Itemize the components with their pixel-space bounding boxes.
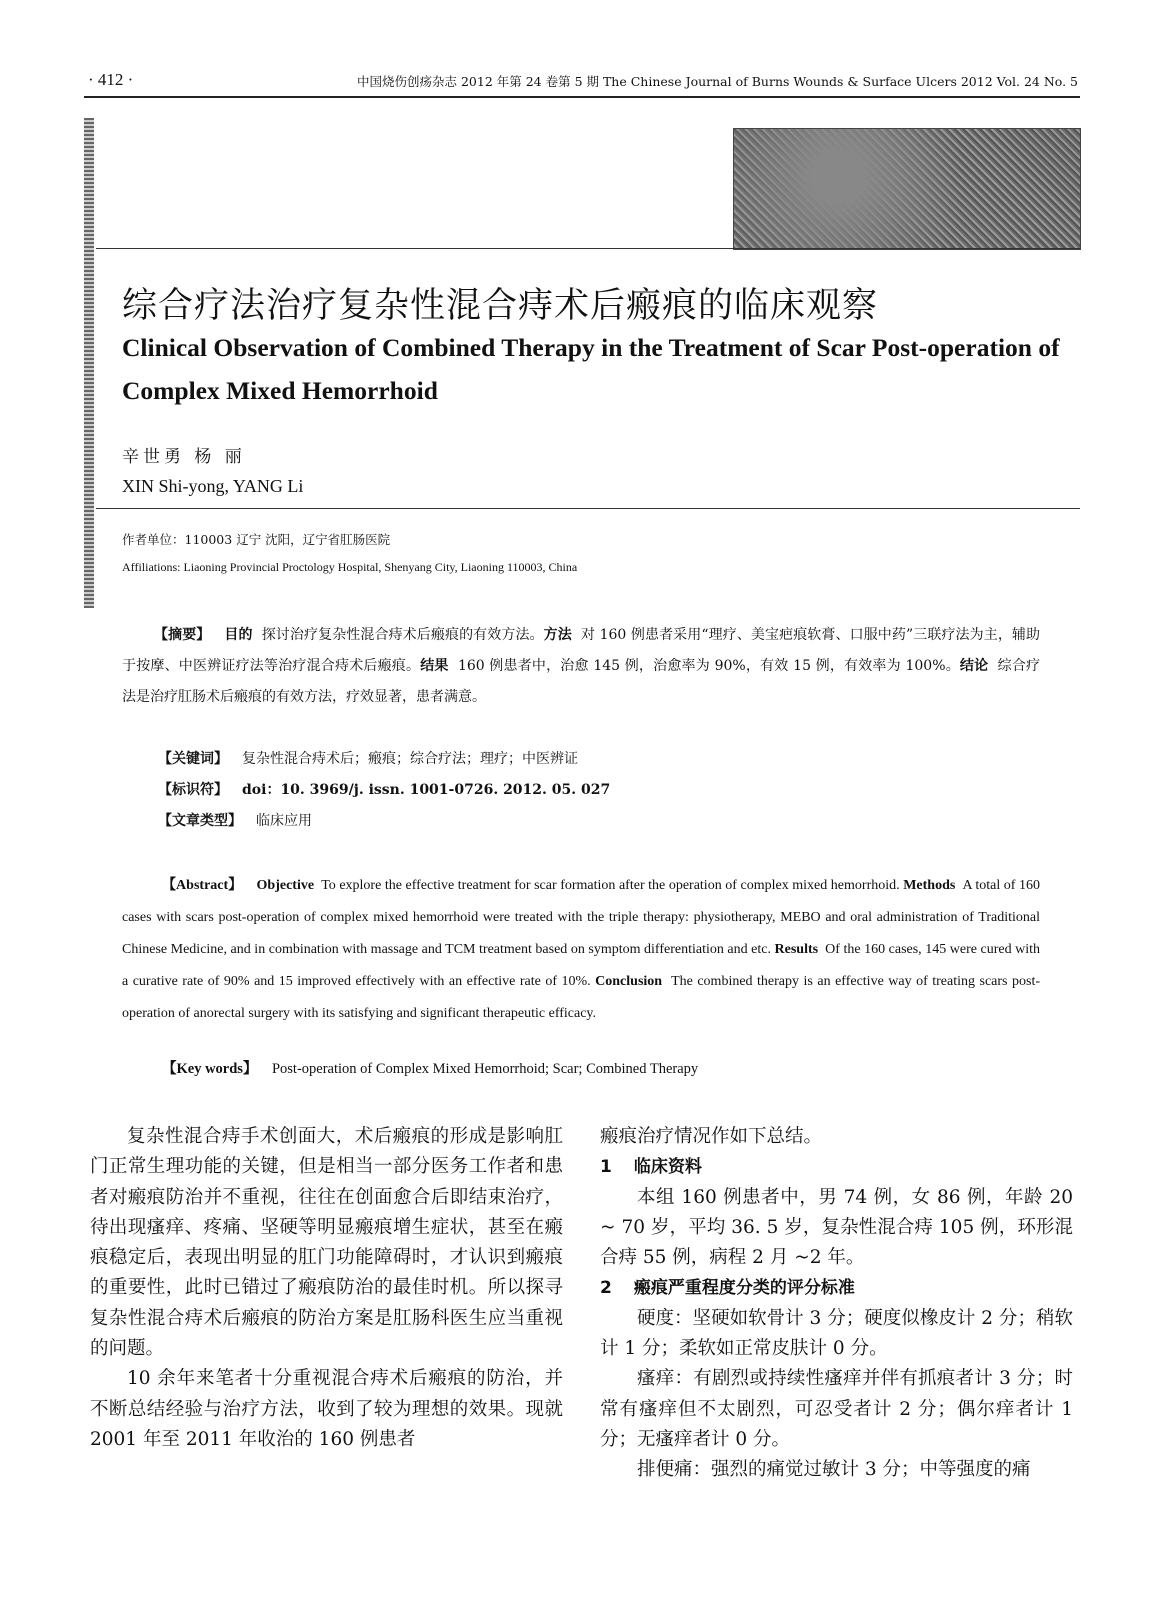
- keywords-row: [158, 744, 610, 775]
- abstract-label: 【摘要】: [154, 627, 211, 643]
- article-type-label: 【文章类型】: [158, 813, 242, 829]
- header-rule: [84, 96, 1080, 98]
- section-heading-2: [600, 1273, 1073, 1303]
- conclusion-label: 结论: [959, 658, 989, 674]
- keywords-block-chinese: [158, 744, 610, 837]
- body-paragraph: 10 余年来笔者十分重视混合痔术后瘢痕的防治，并不断总结经验与治疗方法，收到了较为理想的效果。现就 2001 年至 2011 年收治的 160 例患者: [90, 1368, 563, 1450]
- section-number: 2: [600, 1278, 612, 1299]
- running-header: [88, 70, 1078, 94]
- authors-rule: [96, 508, 1080, 509]
- methods-en-text: A total of 160 cases with scars post-operation of complex mixed hemorrhoid were treated with the triple therapy: physiotherapy, MEBO and oral administration of Traditional Chinese Medicine, and in combination with massage and TCM treatment based on symptom differentiation and etc.: [122, 878, 1041, 957]
- results-en-label: Results: [774, 942, 819, 957]
- article-type-row: [158, 806, 610, 837]
- objective-en-label: Objective: [256, 878, 315, 893]
- conclusion-en-text: The combined therapy is an effective way of treating scars post-operation of anorectal surgery with its satisfying and significant therapeutic efficacy.: [122, 974, 1040, 1021]
- objective-text: 探讨治疗复杂性混合痔术后瘢痕的有效方法。: [261, 627, 544, 643]
- section-heading-1: [600, 1152, 1073, 1182]
- body-paragraph: 瘢痕治疗情况作如下总结。: [600, 1126, 823, 1147]
- identifier-label: 【标识符】: [158, 782, 228, 798]
- affiliation-english: Affiliations: Liaoning Provincial Proctology Hospital, Shenyang City, Liaoning 110003, China: [122, 560, 578, 574]
- keywords-en-text: Post-operation of Complex Mixed Hemorrhoid; Scar; Combined Therapy: [271, 1061, 699, 1077]
- body-column-right: [600, 1122, 1073, 1486]
- keywords-english: [162, 1057, 698, 1078]
- body-column-left: [90, 1122, 563, 1455]
- conclusion-text: 综合疗法是治疗肛肠术后瘢痕的有效方法，疗效显著，患者满意。: [122, 658, 1041, 705]
- methods-label: 方法: [543, 627, 572, 643]
- body-paragraph: 硬度：坚硬如软骨计 3 分；硬度似橡皮计 2 分；稍软计 1 分；柔软如正常皮肤计 0 分。: [600, 1307, 1073, 1360]
- objective-en-text: To explore the effective treatment for scar formation after the operation of complex mixed hemorrhoid.: [321, 878, 900, 893]
- keywords-label: 【关键词】: [158, 751, 228, 767]
- section-number: 1: [600, 1157, 612, 1178]
- doi-text: doi：10. 3969/j. issn. 1001-0726. 2012. 05. 027: [242, 782, 611, 798]
- abstract-en-label: 【Abstract】: [162, 878, 243, 893]
- abstract-chinese: [122, 620, 1040, 713]
- body-paragraph: 排便痛：强烈的痛觉过敏计 3 分；中等强度的痛: [637, 1459, 1031, 1481]
- methods-en-label: Methods: [903, 878, 956, 893]
- methods-text: 对 160 例患者采用“理疗、美宝疤痕软膏、口服中药”三联疗法为主，辅助于按摩、中医辨证疗法等治疗混合痔术后瘢痕。: [122, 627, 1041, 674]
- abstract-english: [122, 870, 1040, 1030]
- title-english: Clinical Observation of Combined Therapy in the Treatment of Scar Post-operation of Complex Mixed Hemorrhoid: [122, 333, 1060, 405]
- body-paragraph: 本组 160 例患者中，男 74 例，女 86 例，年龄 20 ~ 70 岁，平均 36. 5 岁，复杂性混合痔 105 例，环形混合痔 55 例，病程 2 月 ~2 年。: [600, 1186, 1073, 1269]
- objective-label: 目的: [224, 627, 253, 643]
- decorative-banner-image: [733, 128, 1081, 250]
- identifier-row: [158, 775, 610, 806]
- keywords-en-label: 【Key words】: [162, 1061, 258, 1077]
- authors-chinese: 辛世勇 杨 丽: [122, 447, 246, 467]
- journal-citation: 中国烧伤创疡杂志 2012 年第 24 卷第 5 期 The Chinese Journal of Burns Wounds & Surface Ulcers 2012 Vol. 24 No. 5: [356, 74, 1078, 89]
- results-label: 结果: [420, 658, 449, 674]
- section-title: 临床资料: [633, 1157, 702, 1178]
- decorative-side-bar: [84, 118, 94, 608]
- section-title: 瘢痕严重程度分类的评分标准: [633, 1278, 855, 1299]
- banner-rule: [96, 248, 1080, 249]
- affiliation-chinese: 作者单位：110003 辽宁 沈阳，辽宁省肛肠医院: [122, 532, 391, 547]
- conclusion-en-label: Conclusion: [595, 974, 663, 989]
- page-number: · 412 ·: [88, 70, 134, 89]
- title-chinese: 综合疗法治疗复杂性混合痔术后瘢痕的临床观察: [122, 286, 879, 326]
- authors-english: XIN Shi-yong, YANG Li: [122, 476, 304, 496]
- article-type-text: 临床应用: [256, 813, 312, 829]
- results-en-text: Of the 160 cases, 145 were cured with a curative rate of 90% and 15 improved effectively with an effective rate of 10%.: [122, 942, 1041, 989]
- body-paragraph: 复杂性混合痔手术创面大，术后瘢痕的形成是影响肛门正常生理功能的关键，但是相当一部分医务工作者和患者对瘢痕防治并不重视，往往在创面愈合后即结束治疗，待出现瘙痒、疼痛、坚硬等明显瘢痕增生症状，甚至在瘢痕稳定后，表现出明显的肛门功能障碍时，才认识到瘢痕的重要性，此时已错过了瘢痕防治的最佳时机。所以探寻复杂性混合痔术后瘢痕的防治方案是肛肠科医生应当重视的问题。: [90, 1126, 563, 1360]
- body-paragraph: 瘙痒：有剧烈或持续性瘙痒并伴有抓痕者计 3 分；时常有瘙痒但不太剧烈，可忍受者计 2 分；偶尔痒者计 1 分；无瘙痒者计 0 分。: [600, 1368, 1073, 1450]
- results-text: 160 例患者中，治愈 145 例，治愈率为 90%，有效 15 例，有效率为 100%。: [457, 658, 960, 674]
- keywords-text: 复杂性混合痔术后；瘢痕；综合疗法；理疗；中医辨证: [242, 751, 578, 767]
